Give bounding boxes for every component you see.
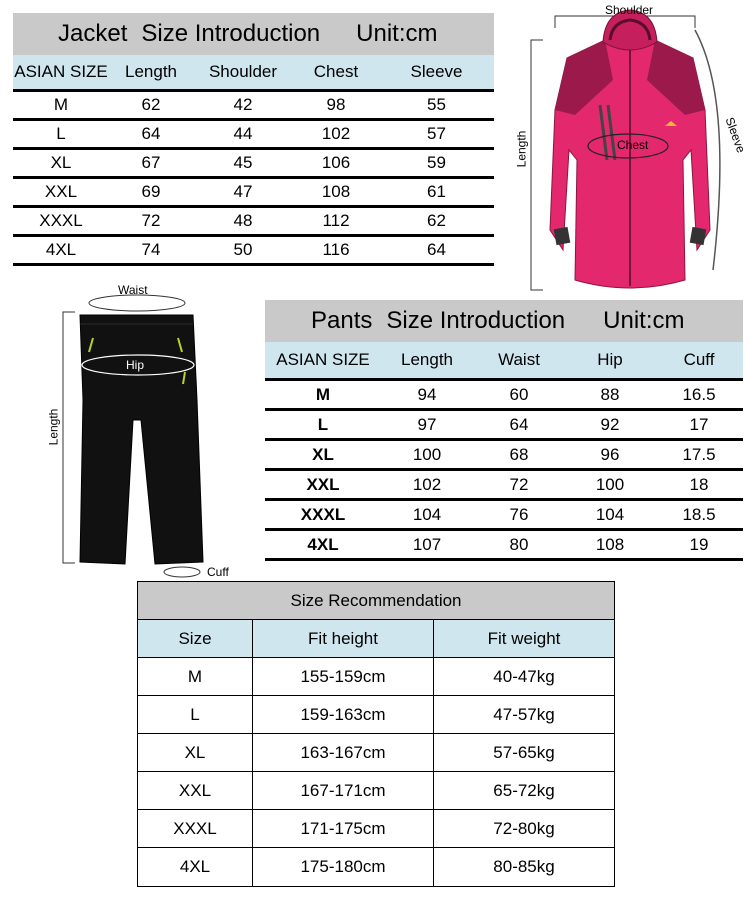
jacket-title-subtitle: Size Introduction <box>141 20 321 47</box>
size-cell: L <box>138 696 253 733</box>
column-header: Cuff <box>683 350 715 369</box>
table-cell: 18 <box>689 474 709 494</box>
table-cell: 76 <box>509 504 529 524</box>
size-cell: 4XL <box>307 534 339 554</box>
size-cell: XL <box>312 444 334 464</box>
table-row <box>138 696 614 734</box>
table-cell: 64 <box>509 414 529 434</box>
table-cell: 102 <box>321 124 351 143</box>
table-cell: 100 <box>595 474 625 494</box>
column-header: Size <box>138 620 253 657</box>
table-cell: 98 <box>326 95 346 114</box>
table-cell: 16.5 <box>682 384 716 404</box>
table-cell: 42 <box>233 95 253 114</box>
table-cell: 163-167cm <box>253 734 434 771</box>
table-cell: 106 <box>321 153 351 172</box>
column-header: Fit weight <box>434 620 614 657</box>
table-row <box>138 772 614 810</box>
column-header: Hip <box>597 350 623 369</box>
waist-label: Waist <box>118 283 148 297</box>
table-cell: 102 <box>412 474 442 494</box>
size-cell: L <box>56 124 66 143</box>
pants-illustration <box>45 280 255 580</box>
table-cell: 107 <box>412 534 442 554</box>
size-cell: XXXL <box>138 810 253 847</box>
table-cell: 65-72kg <box>493 780 555 800</box>
table-cell: 61 <box>427 182 446 201</box>
table-cell: 62 <box>141 95 161 114</box>
length-label: Length <box>46 408 61 446</box>
shoulder-label: Shoulder <box>605 3 654 17</box>
chest-label: Chest <box>617 138 649 152</box>
table-cell: 171-175cm <box>253 810 434 847</box>
table-cell: 108 <box>321 182 351 201</box>
jacket-diagram <box>505 0 750 300</box>
size-cell: M <box>315 384 331 404</box>
table-cell: 44 <box>233 124 253 143</box>
jacket-size-table <box>13 13 494 266</box>
size-cell: XXXL <box>300 504 346 524</box>
pants-title-word: Pants <box>311 307 373 334</box>
size-cell: M <box>53 95 69 114</box>
table-row <box>13 121 494 150</box>
recommendation-title: Size Recommendation <box>138 582 614 620</box>
table-row <box>138 658 614 696</box>
column-header: ASIAN SIZE <box>276 350 370 369</box>
table-cell: 50 <box>233 240 253 259</box>
table-cell: 104 <box>595 504 625 524</box>
column-header: Waist <box>498 350 540 369</box>
table-cell: 80 <box>509 534 529 554</box>
table-cell: 108 <box>595 534 625 554</box>
pants-size-table <box>265 300 743 561</box>
table-cell: 64 <box>141 124 161 143</box>
jacket-table-title <box>13 13 494 55</box>
table-cell: 97 <box>417 414 437 434</box>
size-cell: XXL <box>138 772 253 809</box>
pants-diagram <box>45 280 255 580</box>
table-cell: 68 <box>509 444 529 464</box>
table-row <box>13 208 494 237</box>
table-row <box>138 810 614 848</box>
column-header: Shoulder <box>208 62 278 81</box>
table-cell: 69 <box>141 182 161 201</box>
table-cell: 104 <box>412 504 442 524</box>
table-cell: 112 <box>322 211 350 230</box>
column-header: ASIAN SIZE <box>14 62 108 81</box>
table-cell: 17 <box>689 414 709 434</box>
table-cell: 48 <box>233 211 253 230</box>
table-cell: 19 <box>689 534 709 554</box>
size-cell: XXXL <box>39 211 83 230</box>
size-cell: L <box>317 414 329 434</box>
size-recommendation-table <box>137 581 615 887</box>
table-cell: 17.5 <box>682 444 716 464</box>
table-cell: 175-180cm <box>253 848 434 886</box>
table-cell: 64 <box>427 240 446 259</box>
recommendation-header <box>138 620 614 658</box>
table-cell: 72-80kg <box>493 818 555 838</box>
table-cell: 57-65kg <box>493 742 555 762</box>
table-row <box>13 237 494 266</box>
table-cell: 62 <box>427 211 446 230</box>
size-cell: XL <box>138 734 253 771</box>
table-cell: 155-159cm <box>253 658 434 695</box>
table-cell: 159-163cm <box>253 696 434 733</box>
pants-table-title <box>265 300 743 342</box>
table-cell: 74 <box>141 240 161 259</box>
sleeve-label: Sleeve <box>722 115 749 155</box>
hip-label: Hip <box>126 358 145 372</box>
column-header: Length <box>401 350 453 369</box>
table-cell: 167-171cm <box>253 772 434 809</box>
length-label: Length <box>514 130 529 168</box>
size-cell: XL <box>50 153 72 172</box>
column-header: Fit height <box>253 620 434 657</box>
table-cell: 88 <box>600 384 620 404</box>
pants-table-header <box>265 342 743 378</box>
size-cell: XXL <box>306 474 340 494</box>
table-cell: 92 <box>600 414 620 434</box>
table-cell: 94 <box>417 384 437 404</box>
table-cell: 55 <box>427 95 446 114</box>
size-cell: XXL <box>44 182 78 201</box>
cuff-label: Cuff <box>207 565 229 579</box>
column-header: Sleeve <box>410 62 463 81</box>
table-row <box>265 378 743 411</box>
jacket-table-header <box>13 55 494 89</box>
table-row <box>265 501 743 531</box>
table-cell: 72 <box>141 211 161 230</box>
table-cell: 67 <box>141 153 161 172</box>
jacket-title-word: Jacket <box>58 20 128 47</box>
table-cell: 40-47kg <box>493 666 555 686</box>
size-cell: 4XL <box>138 848 253 886</box>
table-row <box>138 734 614 772</box>
table-row <box>13 179 494 208</box>
table-cell: 100 <box>412 444 442 464</box>
table-cell: 116 <box>322 240 350 259</box>
column-header: Chest <box>313 62 359 81</box>
table-cell: 59 <box>427 153 446 172</box>
table-row <box>138 848 614 886</box>
jacket-title-unit: Unit:cm <box>356 20 438 47</box>
pants-title-unit: Unit:cm <box>603 307 685 334</box>
column-header: Length <box>125 62 177 81</box>
table-cell: 47-57kg <box>493 704 555 724</box>
table-row <box>265 531 743 561</box>
table-cell: 60 <box>509 384 529 404</box>
table-row <box>13 89 494 121</box>
table-row <box>265 411 743 441</box>
table-cell: 18.5 <box>682 504 716 524</box>
table-row <box>13 150 494 179</box>
table-cell: 72 <box>509 474 529 494</box>
size-cell: M <box>138 658 253 695</box>
table-row <box>265 471 743 501</box>
table-cell: 57 <box>427 124 446 143</box>
pants-title-subtitle: Size Introduction <box>386 307 566 334</box>
table-cell: 96 <box>600 444 620 464</box>
size-cell: 4XL <box>45 240 77 259</box>
table-cell: 45 <box>233 153 253 172</box>
table-cell: 80-85kg <box>493 857 555 876</box>
table-row <box>265 441 743 471</box>
table-cell: 47 <box>233 182 253 201</box>
